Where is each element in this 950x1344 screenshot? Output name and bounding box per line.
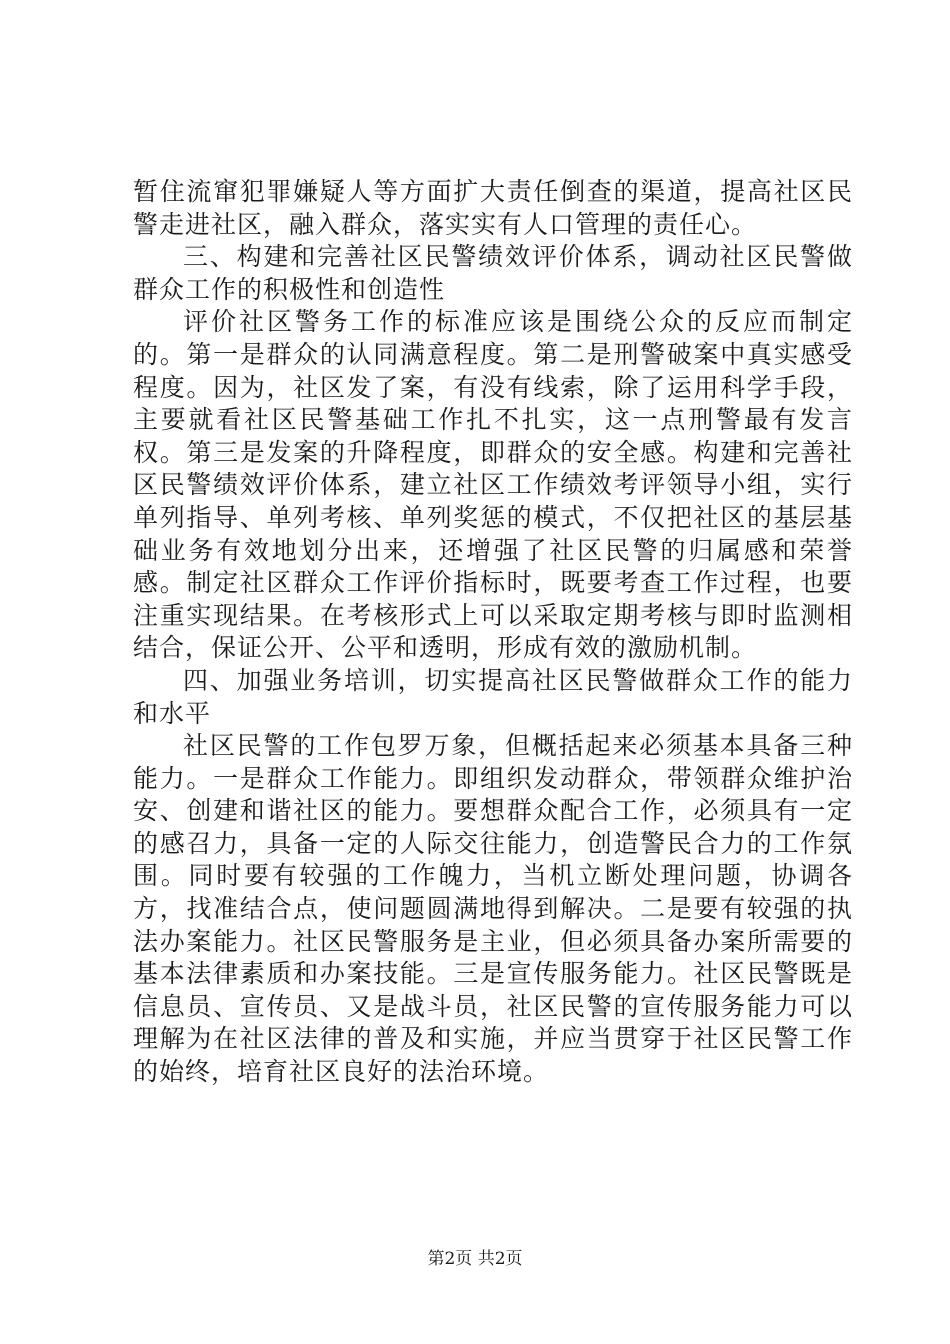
section-heading-three: 三、构建和完善社区民警绩效评价体系，调动社区民警做群众工作的积极性和创造性 [133, 242, 853, 304]
section-heading-four: 四、加强业务培训，切实提高社区民警做群众工作的能力和水平 [133, 665, 853, 728]
document-body [133, 176, 853, 1089]
paragraph-evaluation: 评价社区警务工作的标准应该是围绕公众的反应而制定的。第一是群众的认同满意程度。第二是刑警破案中真实感受程度。因为，社区发了案，有没有线索，除了运用科学手段，主要就看社区民警基础工作扎不扎实，这一点刑警最有发言权。第三是发案的升降程度，即群众的安全感。构建和完善社区民警绩效评价体系，建立社区工作绩效考评领导小组，实行单列指导、单列考核、单列奖惩的模式，不仅把社区的基层基础业务有效地划分出来，还增强了社区民警的归属感和荣誉感。制定社区群众工作评价指标时，既要考查工作过程，也要注重实现结果。在考核形式上可以采取定期考核与即时监测相结合，保证公开、公平和透明，形成有效的激励机制。 [133, 307, 853, 663]
page-number-footer: 第2页 共2页 [427, 1249, 523, 1269]
paragraph-continuation: 暂住流窜犯罪嫌疑人等方面扩大责任倒查的渠道，提高社区民警走进社区，融入群众，落实实有人口管理的责任心。 [133, 177, 853, 239]
paragraph-abilities: 社区民警的工作包罗万象，但概括起来必须基本具备三种能力。一是群众工作能力。即组织发动群众，带领群众维护治安、创建和谐社区的能力。要想群众配合工作，必须具有一定的感召力，具备一定的人际交往能力，创造警民合力的工作氛围。同时要有较强的工作魄力，当机立断处理问题，协调各方，找准结合点，使问题圆满地得到解决。二是要有较强的执法办案能力。社区民警服务是主业，但必须具备办案所需要的基本法律素质和办案技能。三是宣传服务能力。社区民警既是信息员、宣传员、又是战斗员，社区民警的宣传服务能力可以理解为在社区法律的普及和实施，并应当贯穿于社区民警工作的始终，培育社区良好的法治环境。 [133, 731, 853, 1087]
